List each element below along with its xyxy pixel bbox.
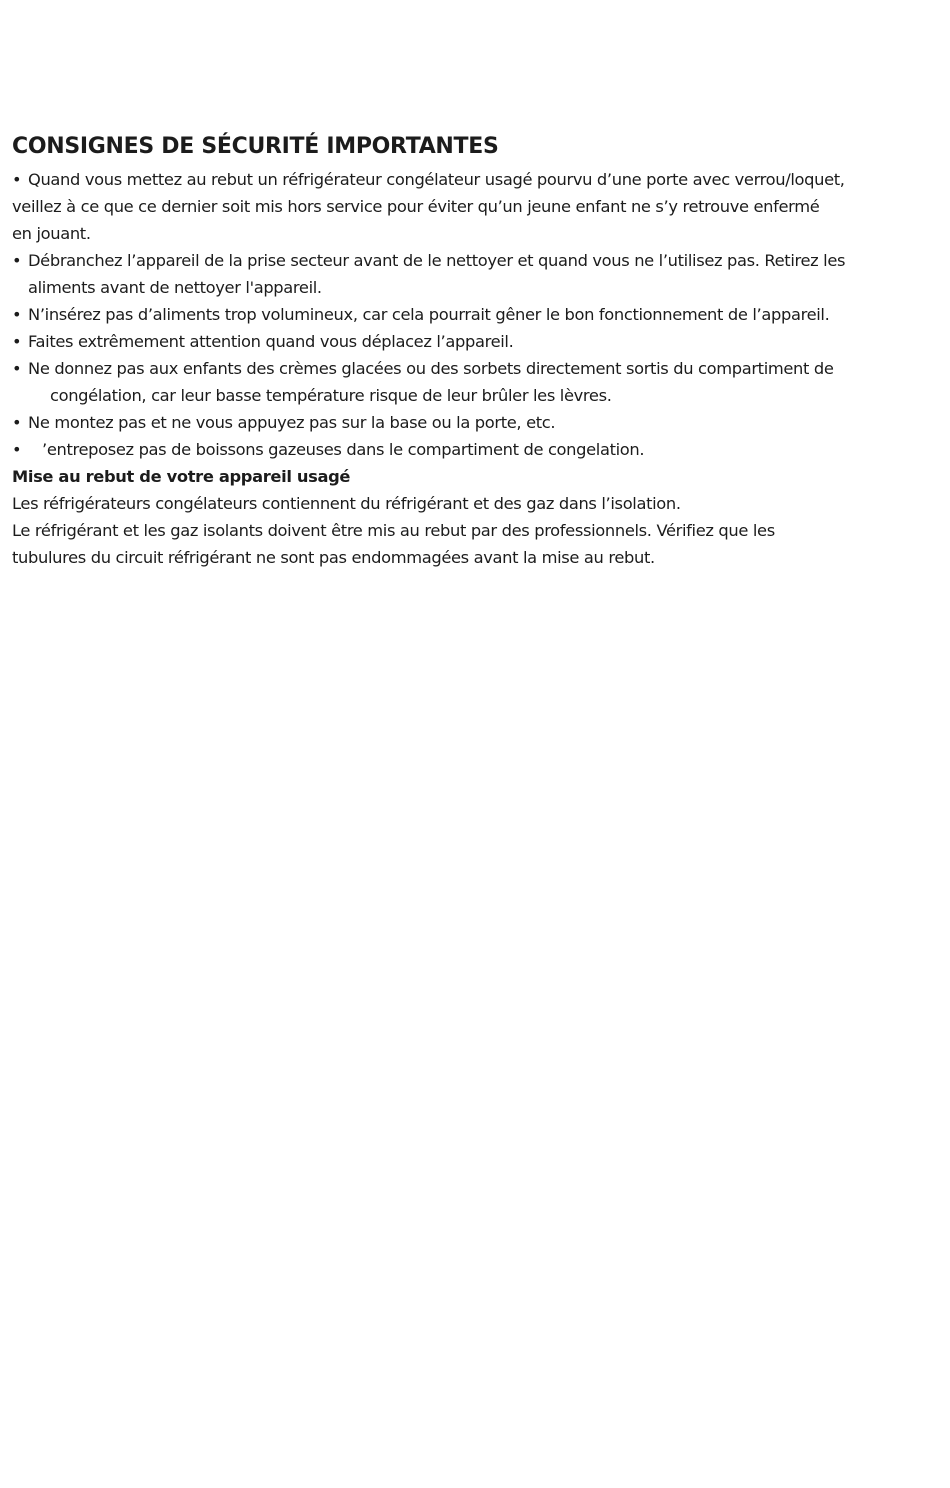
bullet-icon: • bbox=[12, 305, 22, 324]
paragraph-line: tubulures du circuit réfrigérant ne sont pas endommagées avant la mise au rebut. bbox=[12, 548, 655, 567]
list-item bbox=[12, 355, 946, 409]
bullet-icon: • bbox=[12, 413, 22, 432]
list-item bbox=[12, 328, 946, 355]
list-item bbox=[12, 166, 946, 247]
page-title: CONSIGNES DE SÉCURITÉ IMPORTANTES bbox=[12, 134, 499, 159]
list-item-text: Ne montez pas et ne vous appuyez pas sur la base ou la porte, etc. bbox=[28, 413, 556, 432]
list-item-text: Quand vous mettez au rebut un réfrigérateur congélateur usagé pourvu d’une porte avec verrou/loquet, bbox=[28, 170, 845, 189]
list-item-text: Ne donnez pas aux enfants des crèmes glacées ou des sorbets directement sortis du compartiment de bbox=[28, 359, 834, 378]
bullet-icon: • bbox=[12, 170, 22, 189]
bullet-icon: • bbox=[12, 251, 22, 270]
bullet-icon: • bbox=[12, 440, 22, 459]
list-item-text: aliments avant de nettoyer l'appareil. bbox=[28, 278, 322, 297]
list-item-text: Débranchez l’appareil de la prise secteur avant de le nettoyer et quand vous ne l’utilisez pas. Retirez les bbox=[28, 251, 846, 270]
list-item-text: en jouant. bbox=[12, 224, 91, 243]
list-item bbox=[12, 301, 946, 328]
document-page bbox=[12, 132, 946, 571]
list-item-text: congélation, car leur basse température risque de leur brûler les lèvres. bbox=[50, 386, 612, 405]
section-heading: Mise au rebut de votre appareil usagé bbox=[12, 467, 351, 486]
list-item bbox=[12, 247, 946, 301]
bullet-icon: • bbox=[12, 332, 22, 351]
list-item bbox=[12, 409, 946, 436]
list-item-text: veillez à ce que ce dernier soit mis hors service pour éviter qu’un jeune enfant ne s’y retrouve enfermé bbox=[12, 197, 820, 216]
list-item-text: Faites extrêmement attention quand vous déplacez l’appareil. bbox=[28, 332, 514, 351]
paragraph-line: Les réfrigérateurs congélateurs contiennent du réfrigérant et des gaz dans l’isolation. bbox=[12, 494, 681, 513]
list-item-text: ’entreposez pas de boissons gazeuses dans le compartiment de congelation. bbox=[42, 440, 645, 459]
disposal-section bbox=[12, 463, 946, 571]
bullet-icon: • bbox=[12, 359, 22, 378]
paragraph-line: Le réfrigérant et les gaz isolants doivent être mis au rebut par des professionnels. Vérifiez que les bbox=[12, 521, 775, 540]
list-item bbox=[12, 436, 946, 463]
list-item-text: N’insérez pas d’aliments trop volumineux, car cela pourrait gêner le bon fonctionnement de l’appareil. bbox=[28, 305, 830, 324]
